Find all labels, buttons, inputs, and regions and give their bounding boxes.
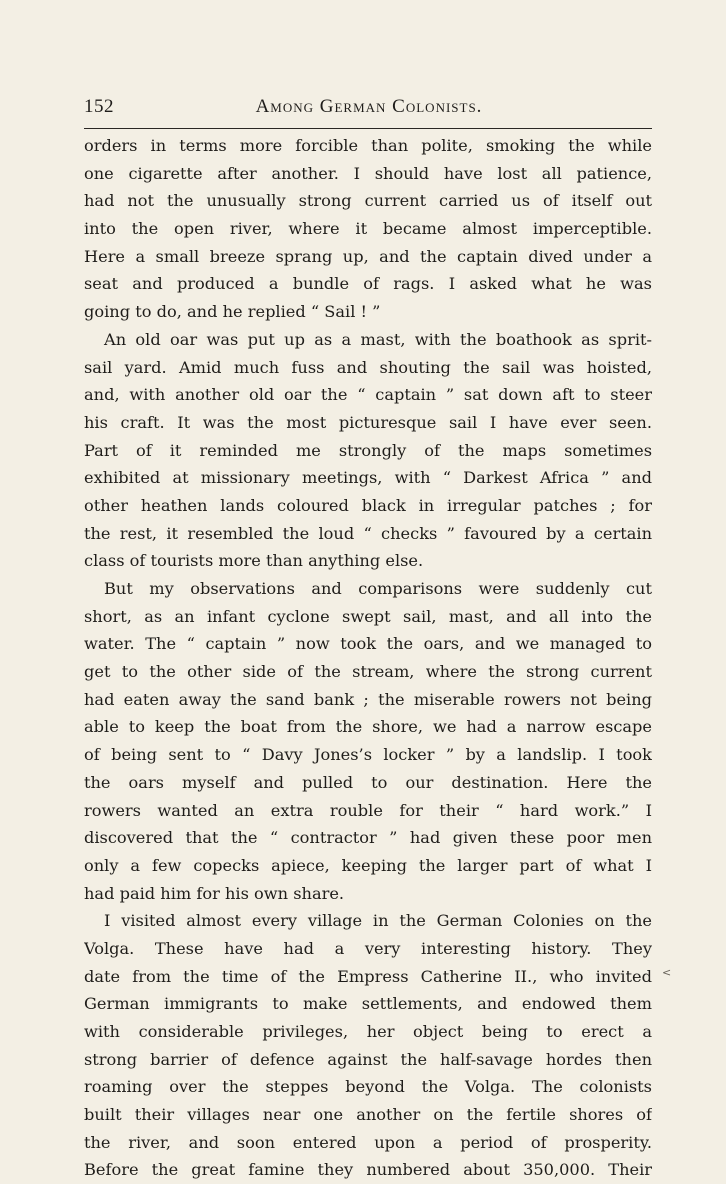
text-line: sail yard. Amid much fuss and shouting the sail was hoisted,: [84, 357, 652, 377]
text-line: Here a small breeze sprang up, and the captain dived under a: [84, 246, 652, 266]
text-line: other heathen lands coloured black in irregular patches ; for: [84, 495, 652, 515]
text-line: strong barrier of defence against the half-savage hordes then: [84, 1049, 652, 1069]
margin-mark: <: [662, 966, 672, 979]
text-line: short, as an infant cyclone swept sail, mast, and all into the: [84, 606, 652, 626]
text-line: one cigarette after another. I should have lost all patience,: [84, 163, 652, 183]
text-line: class of tourists more than anything else.: [84, 551, 424, 571]
text-line: the rest, it resembled the loud “ checks ” favoured by a certain: [84, 523, 652, 543]
text-line: water. The “ captain ” now took the oars, and we managed to: [84, 634, 652, 654]
text-line: German immigrants to make settlements, and endowed them: [84, 994, 652, 1014]
text-line: the oars myself and pulled to our destination. Here the: [84, 772, 652, 792]
text-line: seat and produced a bundle of rags. I asked what he was: [84, 274, 652, 294]
text-line: date from the time of the Empress Catherine II., who invited: [84, 966, 652, 986]
text-line: orders in terms more forcible than polite, smoking the while: [84, 136, 652, 155]
text-line: able to keep the boat from the shore, we had a narrow escape: [84, 717, 652, 737]
text-line: had not the unusually strong current carried us of itself out: [84, 191, 652, 211]
text-line: and, with another old oar the “ captain ” sat down aft to steer: [84, 385, 652, 405]
text-line: of being sent to “ Davy Jones’s locker ” by a landslip. I took: [84, 745, 652, 765]
text-line: exhibited at missionary meetings, with “ Darkest Africa ” and: [84, 468, 652, 488]
text-line: discovered that the “ contractor ” had given these poor men: [84, 828, 652, 848]
text-line: rowers wanted an extra rouble for their “ hard work.” I: [84, 800, 652, 820]
text-line: Before the great famine they numbered about 350,000. Their: [84, 1160, 652, 1180]
text-line: the river, and soon entered upon a period of prosperity.: [84, 1132, 652, 1152]
text-line: only a few copecks apiece, keeping the larger part of what I: [84, 855, 652, 875]
text-line: roaming over the steppes beyond the Volga. The colonists: [84, 1077, 652, 1097]
text-line: had eaten away the sand bank ; the miserable rowers not being: [84, 689, 652, 709]
text-line: built their villages near one another on the fertile shores of: [84, 1105, 652, 1125]
text-line: I visited almost every village in the German Colonies on the: [104, 911, 652, 931]
text-line: had paid him for his own share.: [84, 883, 345, 903]
body-text: [84, 132, 652, 1184]
page-number: 152: [84, 96, 114, 117]
header-rule: [84, 128, 652, 129]
text-line: his craft. It was the most picturesque sail I have ever seen.: [84, 412, 652, 432]
text-line: But my observations and comparisons were suddenly cut: [104, 579, 652, 598]
text-line: into the open river, where it became almost imperceptible.: [84, 219, 652, 239]
text-line: going to do, and he replied “ Sail ! ”: [84, 302, 381, 322]
text-line: Part of it reminded me strongly of the maps sometimes: [84, 440, 652, 460]
running-title: Among German Colonists.: [255, 96, 483, 117]
text-line: Volga. These have had a very interesting history. They: [84, 938, 652, 958]
text-line: with considerable privileges, her object being to erect a: [84, 1022, 652, 1041]
text-line: An old oar was put up as a mast, with the boathook as sprit-: [104, 329, 652, 349]
running-head: [84, 96, 654, 126]
text-line: get to the other side of the stream, where the strong current: [84, 662, 652, 682]
